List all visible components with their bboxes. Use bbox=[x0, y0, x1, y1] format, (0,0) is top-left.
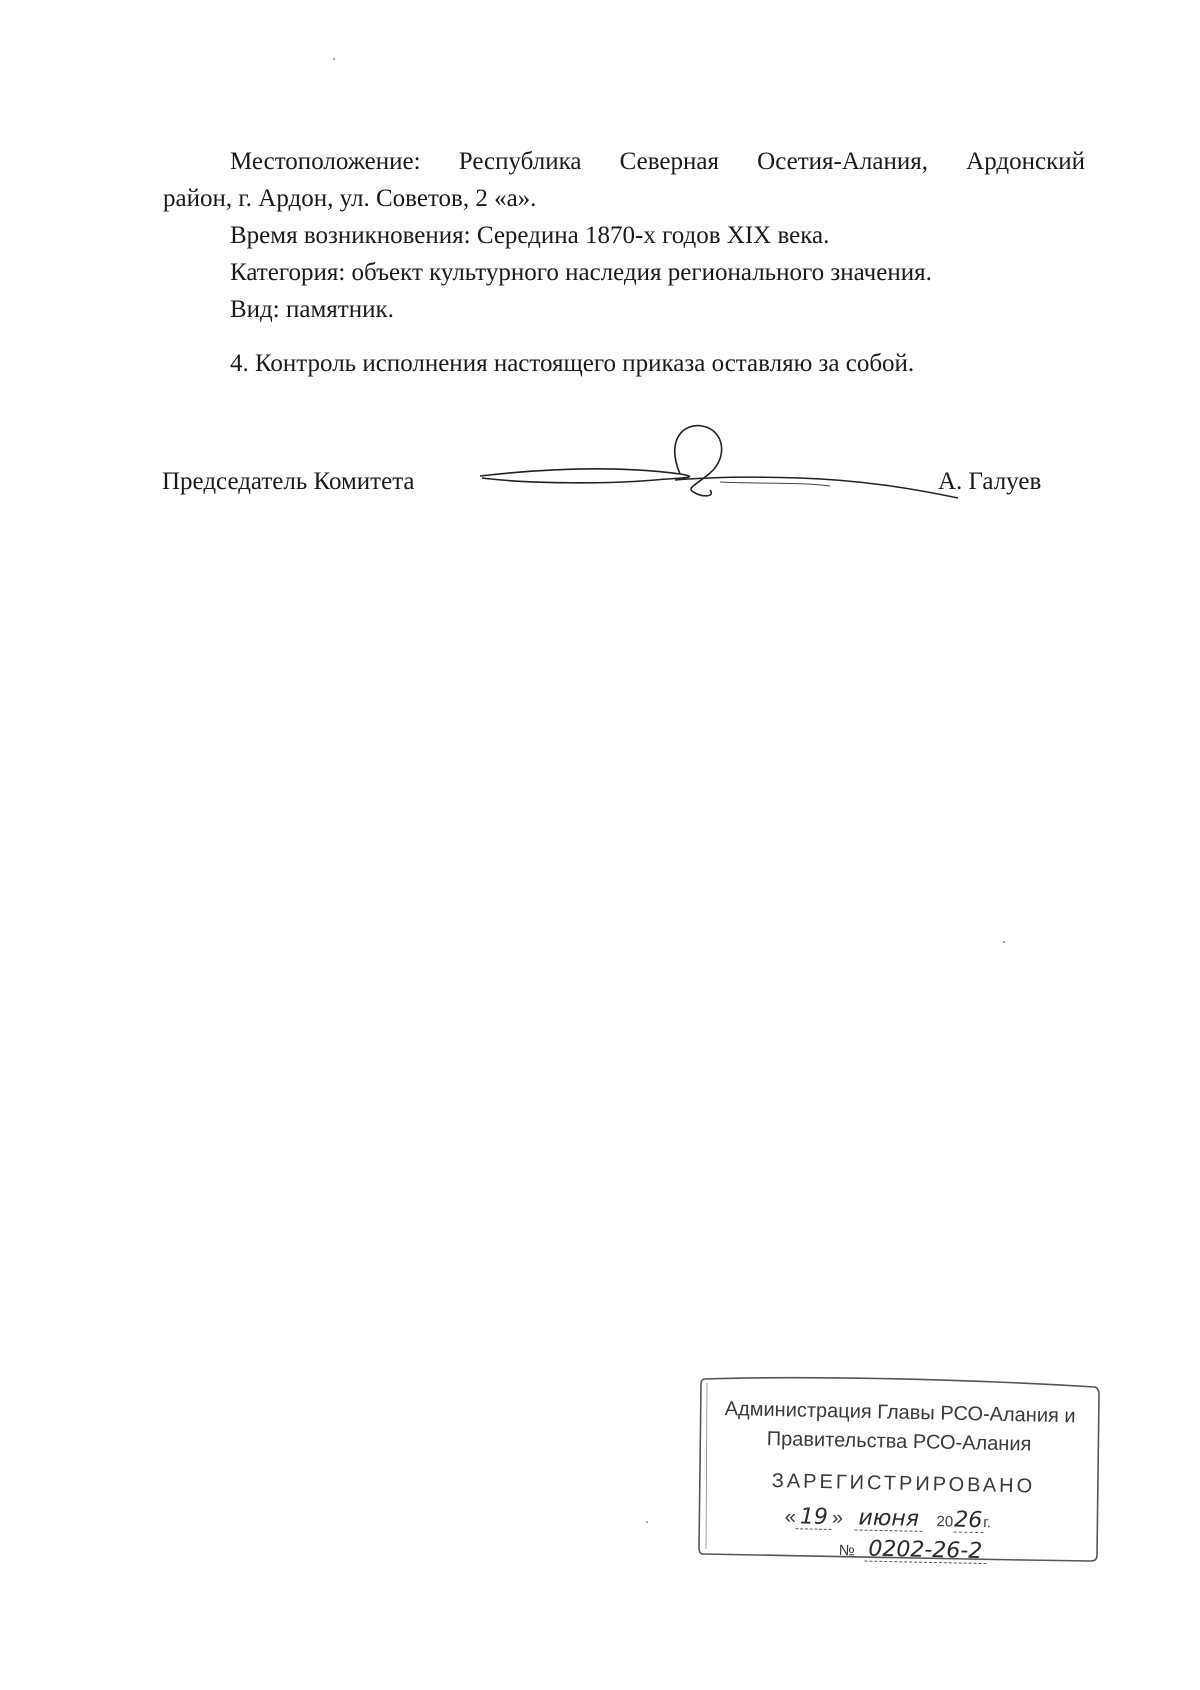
stamp-registered-label: ЗАРЕГИСТРИРОВАНО bbox=[771, 1469, 1036, 1498]
location-paragraph bbox=[163, 143, 1085, 180]
stamp-date-quote-close: » bbox=[831, 1506, 844, 1530]
stamp-date-year-unit: г. bbox=[982, 1514, 992, 1532]
scan-speck bbox=[1003, 941, 1005, 943]
signatory-name: А. Галуев bbox=[938, 468, 1042, 495]
registration-stamp bbox=[697, 1373, 1102, 1568]
stamp-date-month: июня bbox=[854, 1507, 923, 1531]
time-of-origin-text: Время возникновения: Середина 1870-х годов XIX века. bbox=[230, 222, 830, 249]
stamp-date-quote-open: « bbox=[784, 1505, 797, 1529]
stamp-organization-line-2: Правительства РСО-Алания bbox=[766, 1427, 1032, 1456]
category bbox=[163, 254, 1085, 291]
stamp-date-year-suffix: 26 bbox=[953, 1507, 983, 1534]
category-text: Категория: объект культурного наследия регионального значения. bbox=[230, 259, 932, 286]
stamp-organization-line-1: Администрация Главы РСО-Алания и bbox=[724, 1397, 1076, 1428]
clause-4-text: 4. Контроль исполнения настоящего приказа оставляю за собой. bbox=[230, 350, 915, 377]
stamp-number-value: 0202-26-2 bbox=[864, 1539, 986, 1565]
handwritten-signature bbox=[470, 418, 970, 518]
scan-speck bbox=[646, 1521, 648, 1523]
stamp-date bbox=[784, 1505, 991, 1535]
object-type bbox=[163, 291, 1085, 328]
clause-4 bbox=[163, 345, 1085, 382]
time-of-origin bbox=[163, 217, 1085, 254]
location-line-1: Местоположение: Республика Северная Осетия-Алания, Ардонский bbox=[230, 148, 1085, 175]
object-type-text: Вид: памятник. bbox=[230, 296, 394, 323]
scan-speck bbox=[333, 58, 335, 60]
location-line-2: район, г. Ардон, ул. Советов, 2 «а». bbox=[163, 185, 537, 212]
location-paragraph-continued bbox=[163, 180, 1085, 217]
signatory-position: Председатель Комитета bbox=[162, 468, 415, 495]
stamp-date-year-prefix: 20 bbox=[936, 1513, 954, 1531]
stamp-registration-number bbox=[838, 1537, 986, 1566]
stamp-date-day: 19 bbox=[796, 1506, 832, 1530]
stamp-number-label: № bbox=[838, 1541, 855, 1560]
